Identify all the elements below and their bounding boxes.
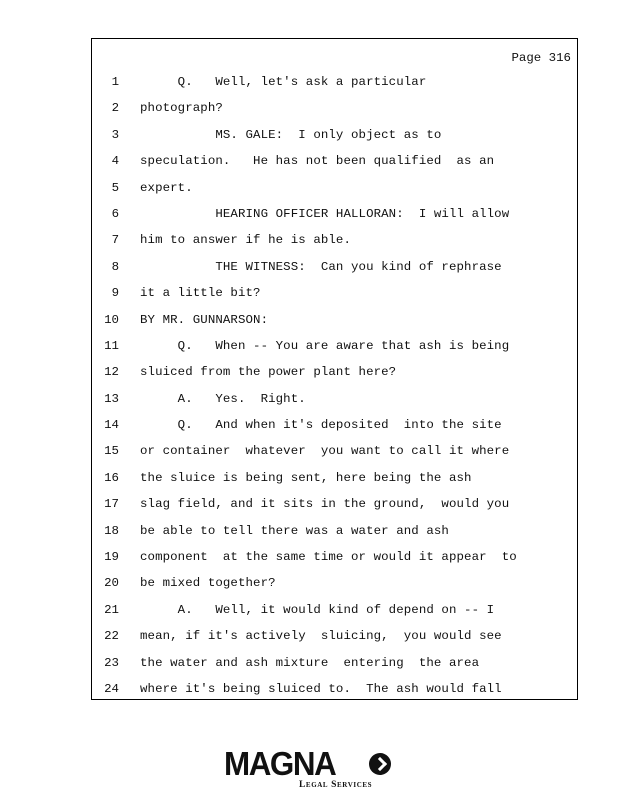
transcript-line — [92, 284, 577, 310]
line-number: 17 — [104, 497, 119, 512]
line-text: the sluice is being sent, here being the ash — [140, 470, 472, 485]
line-text: expert. — [140, 180, 193, 195]
line-text: Q. Well, let's ask a particular — [140, 75, 427, 89]
transcript-line — [92, 363, 577, 389]
transcript-line — [92, 654, 577, 680]
transcript-line — [92, 680, 577, 706]
line-text: slag field, and it sits in the ground, would you — [140, 497, 510, 512]
line-text: BY MR. GUNNARSON: — [140, 312, 269, 327]
line-text: mean, if it's actively sluicing, you would see — [140, 629, 502, 644]
transcript-line — [92, 548, 577, 574]
line-number: 15 — [104, 444, 119, 459]
line-number: 14 — [104, 418, 119, 433]
transcript-line — [92, 416, 577, 442]
line-text: him to answer if he is able. — [140, 233, 351, 248]
line-text: A. Yes. Right. — [140, 391, 306, 406]
line-number: 6 — [111, 206, 119, 221]
line-number: 23 — [104, 655, 119, 670]
line-number: 22 — [104, 629, 119, 644]
transcript-line — [92, 469, 577, 495]
magna-logo — [222, 745, 402, 793]
line-number: 5 — [111, 180, 119, 195]
line-number: 19 — [104, 550, 119, 565]
transcript-line — [92, 337, 577, 363]
transcript-line — [92, 495, 577, 521]
line-text: sluiced from the power plant here? — [140, 365, 397, 380]
transcript-line — [92, 205, 577, 231]
transcript-line — [92, 574, 577, 600]
line-number: 16 — [104, 470, 119, 485]
line-number: 20 — [104, 576, 119, 591]
transcript-line — [92, 179, 577, 205]
line-text: THE WITNESS: Can you kind of rephrase — [140, 259, 502, 274]
line-number: 4 — [111, 154, 119, 169]
transcript-line — [92, 258, 577, 284]
line-text: MS. GALE: I only object as to — [140, 127, 442, 142]
transcript-line — [92, 522, 577, 548]
line-text: Q. And when it's deposited into the site — [140, 418, 502, 433]
transcript-lines — [92, 73, 577, 706]
line-text: photograph? — [140, 101, 223, 116]
line-number: 10 — [104, 312, 119, 327]
line-number: 9 — [111, 286, 119, 301]
line-number: 24 — [104, 681, 119, 696]
line-text: where it's being sluiced to. The ash would fall — [140, 681, 502, 696]
line-text: be able to tell there was a water and ash — [140, 523, 449, 538]
transcript-line — [92, 390, 577, 416]
line-text: Q. When -- You are aware that ash is being — [140, 338, 510, 353]
transcript-line — [92, 627, 577, 653]
line-text: speculation. He has not been qualified as an — [140, 154, 495, 169]
line-number: 13 — [104, 391, 119, 406]
transcript-line — [92, 152, 577, 178]
line-number: 8 — [111, 259, 119, 274]
transcript-line — [92, 99, 577, 125]
transcript-page — [91, 38, 578, 700]
transcript-line — [92, 231, 577, 257]
line-number: 11 — [104, 338, 119, 353]
arrow-circle-icon — [369, 753, 391, 775]
line-text: the water and ash mixture entering the area — [140, 655, 480, 670]
line-number: 12 — [104, 365, 119, 380]
line-text: A. Well, it would kind of depend on -- I — [140, 602, 495, 617]
line-number: 18 — [104, 523, 119, 538]
logo-wordmark: MAGNA — [224, 745, 336, 782]
line-text: HEARING OFFICER HALLORAN: I will allow — [140, 206, 510, 221]
line-number: 3 — [111, 127, 119, 142]
line-number: 1 — [111, 75, 119, 89]
transcript-line — [92, 311, 577, 337]
line-number: 21 — [104, 602, 119, 617]
line-text: be mixed together? — [140, 576, 276, 591]
line-number: 2 — [111, 101, 119, 116]
logo-subtitle: Legal Services — [299, 780, 373, 790]
page-number: Page 316 — [511, 51, 571, 65]
line-text: it a little bit? — [140, 286, 261, 301]
line-number: 7 — [111, 233, 119, 248]
transcript-line — [92, 601, 577, 627]
line-text: or container whatever you want to call it where — [140, 444, 510, 459]
line-text: component at the same time or would it appear to — [140, 550, 517, 565]
transcript-line — [92, 126, 577, 152]
transcript-line — [92, 442, 577, 468]
transcript-line — [92, 73, 577, 99]
